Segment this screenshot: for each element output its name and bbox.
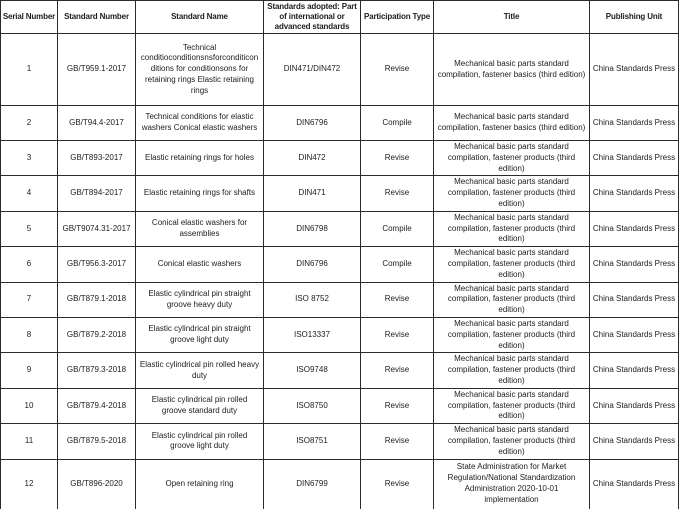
table-row [1, 247, 679, 282]
table-cell: GB/T94.4-2017 [58, 106, 136, 141]
table-cell: China Standards Press [590, 353, 679, 388]
table-cell: ISO9748 [264, 353, 361, 388]
table-cell: China Standards Press [590, 317, 679, 352]
table-cell: 10 [1, 388, 58, 423]
table-cell: DIN6798 [264, 211, 361, 246]
table-cell: GB/T896-2020 [58, 459, 136, 509]
table-cell: Compile [361, 106, 434, 141]
table-cell: Mechanical basic parts standard compilation, fastener products (third edition) [434, 176, 590, 211]
table-cell: GB/T893-2017 [58, 141, 136, 176]
table-cell: Technical conditions for elastic washers Conical elastic washers [136, 106, 264, 141]
column-header-standard-number: Standard Number [58, 1, 136, 34]
table-cell: GB/T879.3-2018 [58, 353, 136, 388]
table-cell: Compile [361, 211, 434, 246]
table-cell: Conical elastic washers for assemblies [136, 211, 264, 246]
table-cell: China Standards Press [590, 106, 679, 141]
column-header-publishing-unit: Publishing Unit [590, 1, 679, 34]
table-cell: GB/T879.1-2018 [58, 282, 136, 317]
table-row [1, 34, 679, 106]
column-header-participation-type: Participation Type [361, 1, 434, 34]
table-row [1, 424, 679, 459]
table-cell: GB/T879.5-2018 [58, 424, 136, 459]
table-cell: 2 [1, 106, 58, 141]
table-cell: State Administration for Market Regulation/National Standardization Administration 2020-10-01 implementation [434, 459, 590, 509]
table-cell: GB/T879.4-2018 [58, 388, 136, 423]
table-cell: Elastic retaining rings for holes [136, 141, 264, 176]
table-cell: Mechanical basic parts standard compilation, fastener products (third edition) [434, 353, 590, 388]
table-cell: Technical conditioconditionsnsforconditiconditions for conditionsons for retaining rings Elastic retaining rings [136, 34, 264, 106]
table-cell: Elastic cylindrical pin straight groove light duty [136, 317, 264, 352]
table-cell: China Standards Press [590, 388, 679, 423]
table-cell: Mechanical basic parts standard compilation, fastener products (third edition) [434, 282, 590, 317]
table-cell: Elastic cylindrical pin straight groove heavy duty [136, 282, 264, 317]
table-cell: 11 [1, 424, 58, 459]
table-cell: ISO13337 [264, 317, 361, 352]
table-cell: Revise [361, 34, 434, 106]
table-cell: DIN6799 [264, 459, 361, 509]
table-cell: Conical elastic washers [136, 247, 264, 282]
table-cell: 5 [1, 211, 58, 246]
table-cell: Elastic cylindrical pin rolled groove standard duty [136, 388, 264, 423]
table-cell: China Standards Press [590, 34, 679, 106]
table-row [1, 353, 679, 388]
table-cell: Revise [361, 282, 434, 317]
table-cell: Revise [361, 424, 434, 459]
table-cell: GB/T894-2017 [58, 176, 136, 211]
table-cell: 9 [1, 353, 58, 388]
table-cell: 3 [1, 141, 58, 176]
table-cell: 7 [1, 282, 58, 317]
table-cell: Elastic cylindrical pin rolled heavy duty [136, 353, 264, 388]
table-row [1, 211, 679, 246]
table-row [1, 176, 679, 211]
table-cell: Revise [361, 388, 434, 423]
column-header-standards-adopted: Standards adopted: Part of international or advanced standards [264, 1, 361, 34]
table-cell: China Standards Press [590, 282, 679, 317]
table-body [1, 34, 679, 509]
table-cell: China Standards Press [590, 211, 679, 246]
table-cell: DIN472 [264, 141, 361, 176]
table-cell: DIN6796 [264, 247, 361, 282]
table-cell: China Standards Press [590, 141, 679, 176]
table-row [1, 459, 679, 509]
table-row [1, 282, 679, 317]
table-cell: ISO 8752 [264, 282, 361, 317]
table-cell: DIN471 [264, 176, 361, 211]
table-cell: DIN471/DIN472 [264, 34, 361, 106]
table-cell: 1 [1, 34, 58, 106]
table-cell: 6 [1, 247, 58, 282]
table-cell: Compile [361, 247, 434, 282]
table-cell: ISO8751 [264, 424, 361, 459]
table-cell: Elastic cylindrical pin rolled groove light duty [136, 424, 264, 459]
column-header-standard-name: Standard Name [136, 1, 264, 34]
table-cell: Revise [361, 353, 434, 388]
table-cell: Open retaining ring [136, 459, 264, 509]
column-header-serial-number: Serial Number [1, 1, 58, 34]
table-cell: DIN6796 [264, 106, 361, 141]
table-cell: China Standards Press [590, 247, 679, 282]
table-cell: Revise [361, 176, 434, 211]
table-cell: Mechanical basic parts standard compilation, fastener products (third edition) [434, 211, 590, 246]
table-cell: Mechanical basic parts standard compilation, fastener products (third edition) [434, 317, 590, 352]
table-cell: Mechanical basic parts standard compilation, fastener basics (third edition) [434, 34, 590, 106]
table-row [1, 388, 679, 423]
header-row [1, 1, 679, 34]
column-header-title: Title [434, 1, 590, 34]
table-header [1, 1, 679, 34]
table-cell: Revise [361, 459, 434, 509]
table-cell: Mechanical basic parts standard compilation, fastener products (third edition) [434, 247, 590, 282]
table-cell: 12 [1, 459, 58, 509]
table-row [1, 106, 679, 141]
table-cell: Revise [361, 141, 434, 176]
table-cell: 4 [1, 176, 58, 211]
table-cell: Elastic retaining rings for shafts [136, 176, 264, 211]
table-cell: China Standards Press [590, 176, 679, 211]
table-cell: Mechanical basic parts standard compilation, fastener basics (third edition) [434, 106, 590, 141]
table-cell: Revise [361, 317, 434, 352]
table-cell: ISO8750 [264, 388, 361, 423]
table-row [1, 317, 679, 352]
table-cell: GB/T9074.31-2017 [58, 211, 136, 246]
table-cell: GB/T956.3-2017 [58, 247, 136, 282]
table-cell: China Standards Press [590, 424, 679, 459]
table-row [1, 141, 679, 176]
table-cell: 8 [1, 317, 58, 352]
table-cell: China Standards Press [590, 459, 679, 509]
table-cell: Mechanical basic parts standard compilation, fastener products (third edition) [434, 141, 590, 176]
table-cell: Mechanical basic parts standard compilation, fastener products (third edition) [434, 424, 590, 459]
table-cell: Mechanical basic parts standard compilation, fastener products (third edition) [434, 388, 590, 423]
table-cell: GB/T959.1-2017 [58, 34, 136, 106]
table-cell: GB/T879.2-2018 [58, 317, 136, 352]
